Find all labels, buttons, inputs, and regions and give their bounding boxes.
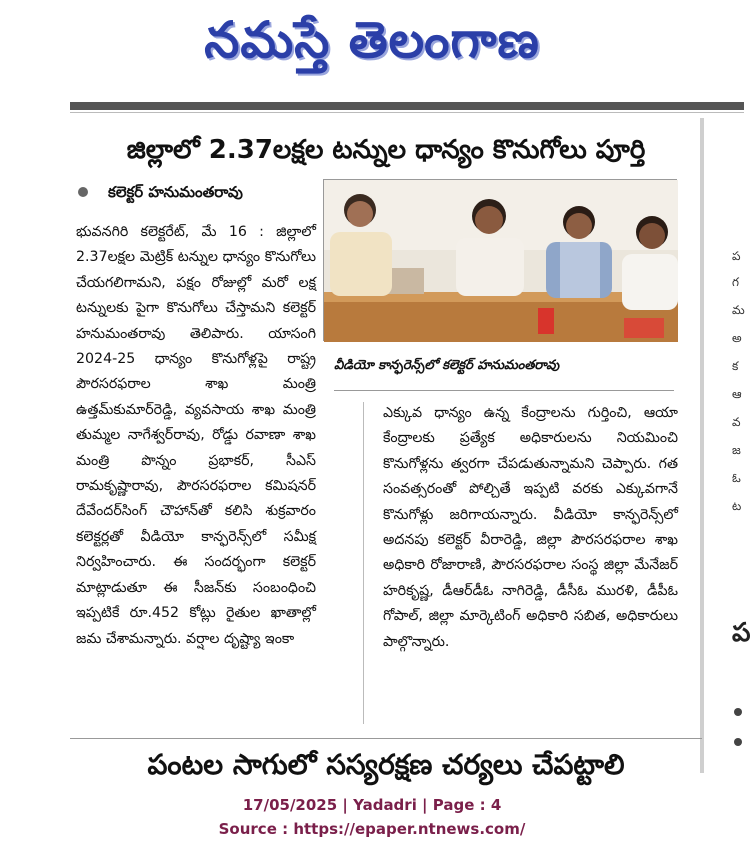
- article-byline: [78, 181, 243, 203]
- article-photo: [323, 179, 677, 341]
- strip-fragment: క: [732, 359, 739, 373]
- newspaper-masthead: నమస్తే తెలంగాణ: [204, 11, 540, 69]
- bullet-icon: [78, 187, 88, 197]
- strip-fragment: ఓ: [732, 471, 741, 485]
- article-body-column-1: భువనగిరి కలెక్టరేట్, మే 16 : జిల్లాలో 2.37లక్షల మెట్రిక్ టన్నుల ధాన్యం కొనుగోలు చేయగలిగామని, పక్షం రోజుల్లో మరో లక్ష టన్నులకు పైగా కొనుగోలు చేస్తామని కలెక్టర్ హనుమంతరావు తెలిపారు. యాసంగి 2024-25 ధాన్యం కొనుగోళ్లపై రాష్ట్ర పౌరసరఫరాల శాఖ మంత్రి ఉత్తమ్‌కుమార్‌రెడ్డి, వ్యవసాయ శాఖ మంత్రి తుమ్మల నాగేశ్వర్‌రావు, రోడ్డు రవాణా శాఖ మంత్రి పొన్నం ప్రభాకర్, సీఎస్ రామకృష్ణారావు, పౌరసరఫరాల కమిషనర్ దేవేందర్‌సింగ్ చౌహాన్‌తో కలిసి శుక్రవారం కలెక్టర్లతో వీడియో కాన్ఫరెన్స్‌లో సమీక్ష నిర్వహించారు. ఈ సందర్భంగా కలెక్టర్ మాట్లాడుతూ ఈ సీజన్‌కు సంబంధించి ఇప్పటికే రూ.452 కోట్లు రైతుల ఖాతాల్లో జమ చేశామన్నారు. వర్షాల దృష్ట్యా ఇంకా: [76, 224, 316, 647]
- strip-fragment: గ: [732, 275, 739, 289]
- meeting-photo-illustration: [324, 180, 678, 342]
- footer-edition-info: 17/05/2025 | Yadadri | Page : 4: [242, 796, 502, 814]
- strip-fragment: మ: [732, 303, 745, 317]
- article-headline: జిల్లాలో 2.37లక్షల టన్నుల ధాన్యం కొనుగోలు పూర్తి: [126, 135, 646, 165]
- byline-text: కలెక్టర్ హనుమంతరావు: [108, 183, 243, 201]
- strip-fragment: ట: [732, 499, 742, 513]
- masthead-thin-rule: [70, 112, 744, 113]
- strip-fragment: జ: [732, 443, 741, 457]
- masthead-rule: [70, 102, 744, 110]
- column-separator: [363, 402, 364, 724]
- strip-fragment: ఆ: [732, 387, 742, 401]
- strip-bullet: [734, 738, 742, 746]
- caption-rule: [334, 390, 674, 391]
- next-article-headline: పంటల సాగులో సస్యరక్షణ చర్యలు చేపట్టాలి: [147, 748, 625, 781]
- strip-big-fragment: ప: [732, 618, 751, 648]
- footer-source-link[interactable]: Source : https://epaper.ntnews.com/: [218, 820, 526, 838]
- strip-fragment: ప: [732, 249, 741, 263]
- strip-fragment: వ: [732, 415, 741, 429]
- photo-caption: వీడియో కాన్ఫరెన్స్‌లో కలెక్టర్ హనుమంతరావు: [334, 358, 560, 373]
- article-body-column-2: ఎక్కువ ధాన్యం ఉన్న కేంద్రాలను గుర్తించి, ఆయా కేంద్రాలకు ప్రత్యేక అధికారులను నియమించి కొనుగోళ్లను త్వరగా చేపడుతున్నామని చెప్పారు. గత సంవత్సరంతో పోల్చితే ఇప్పటి వరకు ఎక్కువగానే కొనుగోళ్లు జరిగాయన్నారు. వీడియో కాన్ఫరెన్స్‌లో అదనపు కలెక్టర్ వీరారెడ్డి, జిల్లా పౌరసరఫరాల శాఖ అధికారి రోజారాణి, పౌరసరఫరాల సంస్థ జిల్లా మేనేజర్ హరికృష్ణ, డీఆర్‌డీఓ నాగిరెడ్డి, డీసీఓ మురళి, డీపీఓ గోపాల్, జిల్లా మార్కెటింగ్ అధికారి సబిత, అధికారులు పాల్గొన్నారు.: [383, 405, 678, 650]
- adjacent-column-strip: [706, 118, 751, 773]
- article-bottom-rule: [70, 738, 702, 739]
- page-footer: [0, 793, 744, 841]
- strip-bullet: [734, 708, 742, 716]
- page-fold-edge: [700, 118, 704, 773]
- strip-fragment: అ: [732, 331, 742, 345]
